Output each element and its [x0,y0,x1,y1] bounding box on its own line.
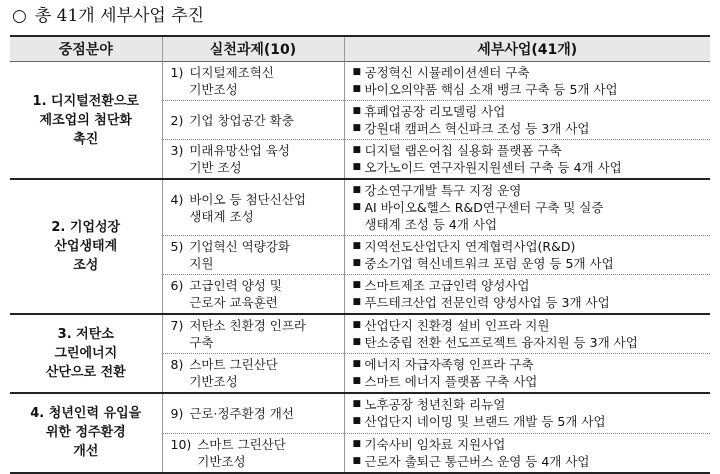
detail-project-text [365,199,604,233]
circle-bullet-icon: ○ [12,6,27,26]
detail-project-line: 휴폐업공장 리모델링 사업 [364,104,506,119]
detail-project-text [365,142,562,159]
square-bullet-icon: ■ [352,280,362,290]
focus-area-cell [10,314,162,393]
list-item [353,199,705,233]
task-name [197,436,286,470]
focus-area-label: 제조업의 첨단화 [39,112,132,128]
task-number: 7) [170,318,184,333]
list-item [353,182,705,199]
task-name-line: 기업혁신 역량강화 [189,239,290,254]
detail-project-line: 푸드테크산업 전문인력 양성사업 등 3개 사업 [364,295,610,310]
focus-area-label: 조성 [73,258,99,273]
detail-project-line: 기숙사비 임차료 지원사업 [364,436,506,452]
task-name-line: 고급인력 양성 및 [189,278,282,293]
task-name-line: 구축 [189,335,214,350]
focus-area-label: 그린에너지 [54,346,118,361]
list-item [353,317,705,334]
list-item [353,103,705,120]
action-task-cell [162,236,344,275]
detail-project-line: 에너지 자급자족형 인프라 구축 [364,357,534,372]
detail-project-line: 근로자 출퇴근 통근버스 운영 등 4개 사업 [364,453,590,469]
header-focus-area: 중점분야 [10,36,162,62]
header-action-tasks: 실천과제(10) [162,36,344,62]
detail-project-line: 공정혁신 시뮬레이션센터 구축 [364,65,530,80]
focus-area-label: 산업생태계 [54,239,118,254]
detail-project-text [365,81,618,98]
task-name-line: 스마트 그린산단 [189,357,278,372]
task-name-line: 미래유망산업 육성 [189,143,290,158]
detail-projects-cell [344,393,710,433]
task-number: 8) [170,357,184,372]
action-task-cell [162,179,344,236]
square-bullet-icon: ■ [352,106,362,116]
detail-project-text [365,103,506,120]
focus-area-label: 2. 기업성장 [51,220,121,235]
detail-project-line: 생태계 조성 등 4개 사업 [364,217,498,232]
task-name-line: 스마트 그린산단 [197,436,286,452]
focus-area-cell [10,393,162,473]
detail-project-text [365,64,530,81]
list-item [353,255,705,272]
list-item [353,238,705,255]
task-name-line: 생태계 조성 [189,208,254,224]
square-bullet-icon: ■ [352,359,362,369]
detail-project-line: 탄소중립 전환 선도프로젝트 융자지원 등 3개 사업 [364,335,638,350]
action-task-cell [162,101,344,140]
list-item [353,120,705,137]
detail-project-line: 디지털 랩온어칩 실용화 플랫폼 구축 [364,143,562,158]
task-name [189,277,281,311]
square-bullet-icon: ■ [352,438,362,449]
table-row [10,62,710,101]
task-name-line: 저탄소 친환경 인프라 [189,318,306,333]
detail-project-text [365,238,576,255]
detail-projects-cell [344,140,710,180]
header-detail-projects: 세부사업(41개) [344,36,710,62]
focus-area-label: 개선 [73,444,99,460]
table-header-row [10,36,710,62]
action-task-cell [162,314,344,354]
task-name [189,405,294,422]
square-bullet-icon: ■ [352,241,362,251]
detail-project-text [365,277,530,294]
action-task-cell [162,393,344,433]
task-number: 4) [170,191,184,207]
list-item [353,453,705,470]
task-name-line: 기반조성 [197,453,246,469]
task-name-line: 디지털제조혁신 [189,65,274,80]
square-bullet-icon: ■ [352,67,362,77]
list-item [353,334,705,351]
task-name-line: 근로자 교육훈련 [189,295,278,310]
focus-area-label: 4. 청년인력 유입을 [30,406,142,422]
list-item [353,277,705,294]
detail-projects-cell [344,275,710,315]
square-bullet-icon: ■ [352,258,362,268]
detail-project-text [365,373,538,390]
detail-project-line: 강원대 캠퍼스 혁신파크 조성 등 3개 사업 [364,121,590,136]
detail-projects-cell [344,314,710,354]
detail-projects-cell [344,62,710,101]
list-item [353,396,705,413]
detail-projects-cell [344,179,710,236]
detail-projects-cell [344,433,710,473]
detail-projects-cell [344,354,710,394]
list-item [353,64,705,81]
square-bullet-icon: ■ [352,297,362,307]
focus-area-cell [10,179,162,314]
task-name [189,191,306,225]
action-task-cell [162,275,344,315]
focus-area-label: 산단으로 전환 [45,365,126,380]
task-number: 10) [170,436,192,452]
focus-area-cell [10,62,162,180]
action-task-cell [162,62,344,101]
task-name [189,238,290,272]
detail-project-text [365,255,614,272]
detail-project-line: 강소연구개발 특구 지정 운영 [364,183,522,198]
detail-project-text [365,436,506,453]
detail-project-line: 스마트 에너지 플랫폼 구축 사업 [364,374,538,389]
detail-project-text [365,120,590,137]
detail-project-text [365,294,610,311]
detail-project-text [365,413,606,430]
task-name-line: 기반조성 [189,82,238,97]
square-bullet-icon: ■ [352,337,362,347]
list-item [353,159,705,176]
detail-project-line: 중소기업 혁신네트워크 포럼 운영 등 5개 사업 [364,256,614,271]
detail-project-line: 오가노이드 연구자원지원센터 구축 등 4개 사업 [364,160,622,175]
detail-project-text [365,334,638,351]
task-number: 9) [170,405,184,421]
square-bullet-icon: ■ [352,123,362,133]
task-number: 6) [170,278,184,293]
square-bullet-icon: ■ [352,376,362,386]
detail-project-text [365,396,506,413]
detail-project-text [365,159,622,176]
list-item [353,413,705,430]
detail-project-line: 산업단지 네이밍 및 브랜드 개발 등 5개 사업 [364,414,606,430]
page-title [12,2,204,30]
task-name [189,64,274,98]
detail-project-text [365,453,590,470]
table-row [10,314,710,354]
task-name-line: 바이오 등 첨단신산업 [189,191,306,207]
focus-area-label: 촉진 [73,131,99,147]
detail-project-line: AI 바이오&헬스 R&D연구센터 구축 및 실증 [364,200,604,215]
page-title-text: 총 41개 세부사업 추진 [34,6,205,26]
task-number: 3) [170,143,184,158]
list-item [353,373,705,390]
task-name-line: 지원 [189,256,214,271]
detail-projects-cell [344,236,710,275]
square-bullet-icon: ■ [352,145,362,155]
action-task-cell [162,433,344,473]
square-bullet-icon: ■ [352,455,362,466]
detail-project-line: 지역선도산업단지 연계협력사업(R&D) [364,239,576,254]
detail-project-line: 바이오의약품 핵심 소재 뱅크 구축 등 5개 사업 [364,82,618,97]
focus-area-label: 3. 저탄소 [57,327,114,342]
table-row [10,179,710,236]
task-name-line: 기반조성 [189,374,238,389]
project-table [10,35,710,474]
action-task-cell [162,354,344,394]
action-task-cell [162,140,344,180]
focus-area-label: 위한 정주환경 [45,425,126,441]
detail-projects-cell [344,101,710,140]
detail-project-line: 스마트제조 고급인력 양성사업 [364,278,530,293]
list-item [353,294,705,311]
task-name-line: 기반 조성 [189,160,242,175]
square-bullet-icon: ■ [352,399,362,410]
list-item [353,142,705,159]
task-name [189,317,306,351]
detail-project-text [365,317,550,334]
task-name [189,142,290,176]
task-name-line: 근로·정주환경 개선 [189,405,294,421]
detail-project-text [365,182,522,199]
detail-project-text [365,356,534,373]
detail-project-line: 산업단지 친환경 설비 인프라 지원 [364,318,550,333]
list-item [353,356,705,373]
task-number: 5) [170,239,184,254]
task-number: 2) [170,112,184,128]
detail-project-line: 노후공장 청년친화 리뉴얼 [364,397,506,413]
square-bullet-icon: ■ [352,202,362,212]
square-bullet-icon: ■ [352,185,362,195]
list-item [353,81,705,98]
square-bullet-icon: ■ [352,84,362,94]
square-bullet-icon: ■ [352,162,362,172]
focus-area-label: 1. 디지털전환으로 [32,93,139,109]
square-bullet-icon: ■ [352,416,362,427]
list-item [353,436,705,453]
square-bullet-icon: ■ [352,320,362,330]
task-number: 1) [170,65,184,80]
task-name [189,112,294,129]
table-row [10,393,710,433]
task-name [189,356,278,390]
task-name-line: 기업 창업공간 확충 [189,112,294,128]
table-body [10,62,710,473]
